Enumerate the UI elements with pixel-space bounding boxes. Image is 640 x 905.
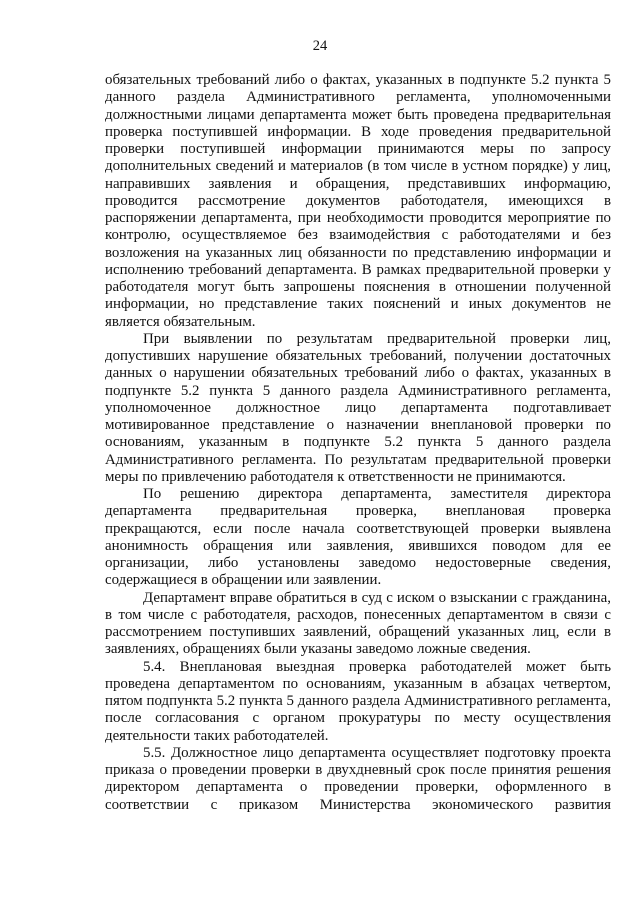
page-number: 24 — [312, 38, 328, 54]
paragraph-continuation: обязательных требований либо о фактах, указанных в подпункте 5.2 пункта 5 данного раздела Административного регламента, уполномоченными должностными лицами департамента может быть проведена предварительная проверка поступившей информации. В ходе проведения предварительной проверки поступившей информации принимаются меры по запросу дополнительных сведений и материалов (в том числе в устном порядке) у лиц, направивших заявления и обращения, представивших информацию, проводится рассмотрение документов работодателя, имеющихся в распоряжении департамента, при необходимости проводится мероприятие по контролю, осуществляемое без взаимодействия с работодателями и без возложения на указанных лиц обязанности по представлению информации и исполнению требований департамента. В рамках предварительной проверки у работодателя могут быть запрошены пояснения в отношении полученной информации, но представление таких пояснений и иных документов не является обязательным. — [105, 72, 611, 330]
paragraph-preliminary-check-results: При выявлении по результатам предварительной проверки лиц, допустивших нарушение обязательных требований, получении достаточных данных о нарушении обязательных требований либо о фактах, указанных в подпункте 5.2 пункта 5 данного раздела Административного регламента, уполномоченное должностное лицо департамента подготавливает мотивированное представление о назначении внеплановой проверки по основаниям, указанным в подпункте 5.2 пункта 5 данного раздела Административного регламента. По результатам предварительной проверки меры по привлечению работодателя к ответственности не принимаются. — [105, 330, 611, 485]
document-body — [105, 72, 611, 814]
paragraph-court-claim: Департамент вправе обратиться в суд с иском о взыскании с гражданина, в том числе с работодателя, расходов, понесенных департаментом в связи с рассмотрением поступивших заявлений, обращений указанных лиц, если в заявлениях, обращениях были указаны заведомо ложные сведения. — [105, 589, 611, 658]
paragraph-check-termination: По решению директора департамента, заместителя директора департамента предварительная проверка, внеплановая проверка прекращаются, если после начала соответствующей проверки выявлена анонимность обращения или заявления, явившихся поводом для ее организации, либо установлены заведомо недостоверные сведения, содержащиеся в обращении или заявлении. — [105, 486, 611, 589]
paragraph-5-4: 5.4. Внеплановая выездная проверка работодателей может быть проведена департаментом по основаниям, указанным в абзацах четвертом, пятом подпункта 5.2 пункта 5 данного раздела Административного регламента, после согласования с органом прокуратуры по месту осуществления деятельности таких работодателей. — [105, 658, 611, 744]
paragraph-5-5: 5.5. Должностное лицо департамента осуществляет подготовку проекта приказа о проведении проверки в двухдневный срок после принятия решения директором департамента о проведении проверки, оформленного в соответствии с приказом Министерства экономического развития — [105, 744, 611, 813]
